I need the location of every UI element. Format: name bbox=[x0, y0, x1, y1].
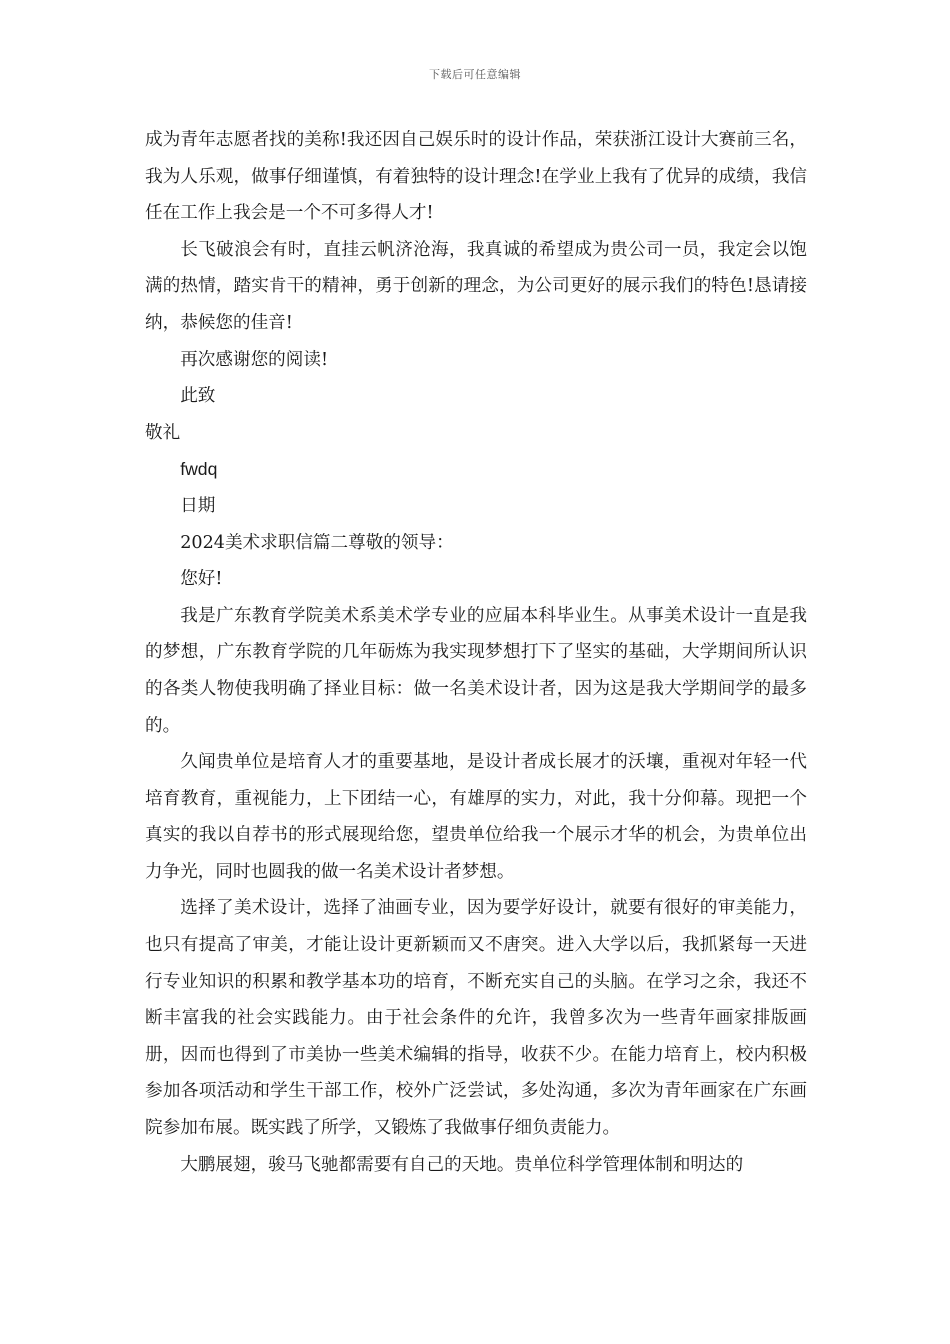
paragraph-thanks: 再次感谢您的阅读! bbox=[180, 349, 329, 370]
paragraph: 选择了美术设计，选择了油画专业，因为要学好设计，就要有很好的审美能力，也只有提高了审美，才能让设计更新颖而又不唐突。进入大学以后，我抓紧每一天进行专业知识的积累和教学基本功的培育，不断充实自己的头脑。在学习之余，我还不断丰富我的社会实践能力。由于社会条件的允许，我曾多次为一些青年画家排版画册，因而也得到了市美协一些美术编辑的指导，收获不少。在能力培育上，校内积极参加各项活动和学生干部工作，校外广泛尝试，多处沟通，多次为青年画家在广东画院参加布展。既实践了所学，又锻炼了我做事仔细负责能力。 bbox=[145, 898, 807, 1139]
paragraph: 我是广东教育学院美术系美术学专业的应届本科毕业生。从事美术设计一直是我的梦想，广东教育学院的几年砺炼为我实现梦想打下了坚实的基础，大学期间所认识的各类人物使我明确了择业目标：做一名美术设计者，因为这是我大学期间学的最多的。 bbox=[145, 605, 807, 736]
page-header: 下载后可任意编辑 bbox=[429, 68, 521, 81]
document-body bbox=[145, 122, 807, 1183]
paragraph-continuation: 成为青年志愿者找的美称!我还因自己娱乐时的设计作品，荣获浙江设计大赛前三名，我为人乐观，做事仔细谨慎，有着独特的设计理念!在学业上我有了优异的成绩，我信任在工作上我会是一个不可多得人才! bbox=[145, 130, 807, 224]
paragraph: 长飞破浪会有时，直挂云帆济沧海，我真诚的希望成为贵公司一员，我定会以饱满的热情，踏实肯干的精神，勇于创新的理念，为公司更好的展示我们的特色!恳请接纳，恭候您的佳音! bbox=[145, 239, 807, 333]
closing-salutation: 此致 bbox=[180, 386, 216, 407]
signature-name: fwdq bbox=[180, 459, 218, 480]
section-heading: 2024美术求职信篇二尊敬的领导： bbox=[180, 532, 454, 553]
signature-date: 日期 bbox=[180, 495, 216, 516]
greeting: 您好! bbox=[180, 569, 223, 590]
paragraph: 久闻贵单位是培育人才的重要基地，是设计者成长展才的沃壤，重视对年轻一代培育教育，重视能力，上下团结一心，有雄厚的实力，对此，我十分仰幕。现把一个真实的我以自荐书的形式展现给您，望贵单位给我一个展示才华的机会，为贵单位出力争光，同时也圆我的做一名美术设计者梦想。 bbox=[145, 752, 807, 882]
closing-regards: 敬礼 bbox=[145, 422, 181, 443]
paragraph: 大鹏展翅，骏马飞驰都需要有自己的天地。贵单位科学管理体制和明达的 bbox=[180, 1154, 744, 1175]
